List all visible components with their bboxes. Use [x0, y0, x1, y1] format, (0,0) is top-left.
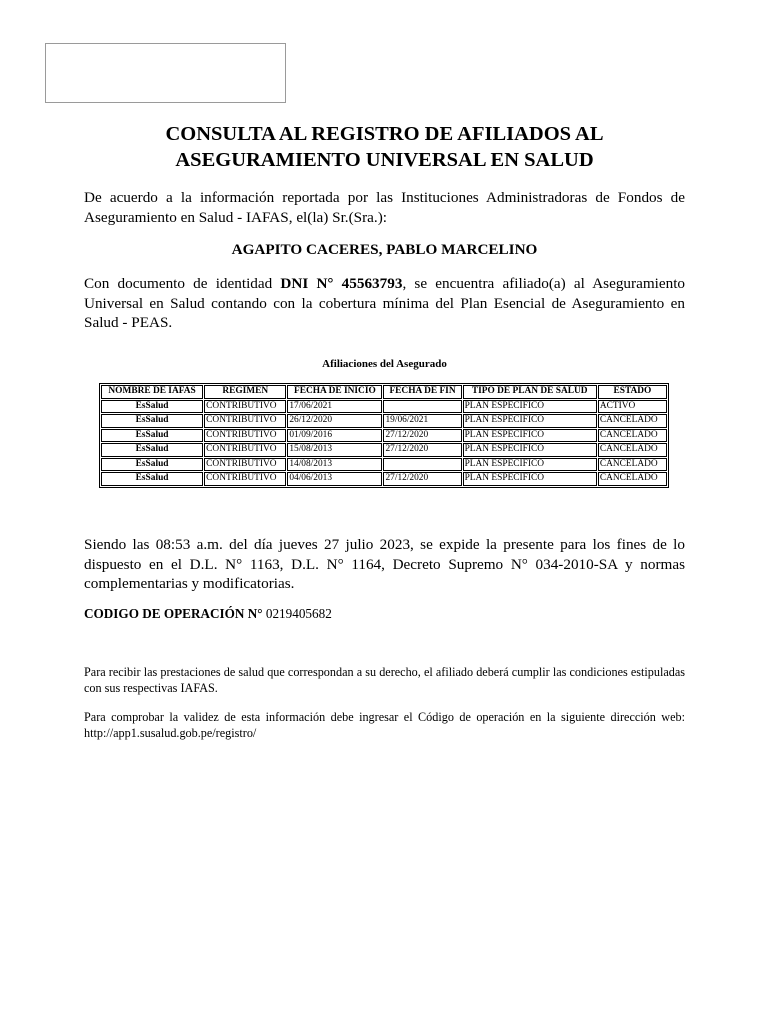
intro-paragraph: De acuerdo a la información reportada por las Instituciones Administradoras de Fondos de Aseguramiento en Salud - IAFAS, el(la) Sr.(Sra.):	[84, 189, 685, 226]
cell-plan-type: PLAN ESPECIFICO	[463, 472, 597, 486]
document-title	[84, 121, 685, 173]
cell-plan-type: PLAN ESPECIFICO	[463, 400, 597, 414]
issued-paragraph: Siendo las 08:53 a.m. del día jueves 27 julio 2023, se expide la presente para los fines de lo dispuesto en el D.L. N° 1163, D.L. N° 1164, Decreto Supremo N° 034-2010-SA y normas complementarias y modificatorias.	[84, 536, 685, 592]
cell-end-date	[383, 400, 461, 414]
cell-start-date: 14/08/2013	[287, 458, 382, 472]
cell-iafas: EsSalud	[101, 429, 203, 443]
cell-status: CANCELADO	[598, 472, 667, 486]
table-row	[101, 443, 667, 457]
cell-end-date: 27/12/2020	[383, 443, 461, 457]
cell-regimen: CONTRIBUTIVO	[204, 414, 286, 428]
cell-iafas: EsSalud	[101, 472, 203, 486]
table-row	[101, 472, 667, 486]
table-row	[101, 414, 667, 428]
cell-start-date: 17/06/2021	[287, 400, 382, 414]
cell-status: CANCELADO	[598, 443, 667, 457]
cell-status: CANCELADO	[598, 429, 667, 443]
cell-status: CANCELADO	[598, 414, 667, 428]
cell-start-date: 04/06/2013	[287, 472, 382, 486]
header-regimen: REGIMEN	[204, 385, 286, 399]
operation-code-label: CODIGO DE OPERACIÓN N°	[84, 606, 263, 621]
identity-document: DNI N° 45563793	[280, 275, 403, 292]
header-iafas: NOMBRE DE IAFAS	[101, 385, 203, 399]
cell-status: CANCELADO	[598, 458, 667, 472]
affiliate-name: AGAPITO CACERES, PABLO MARCELINO	[231, 241, 538, 258]
operation-code	[84, 605, 685, 622]
cell-end-date	[383, 458, 461, 472]
cell-start-date: 15/08/2013	[287, 443, 382, 457]
cell-iafas: EsSalud	[101, 400, 203, 414]
logo-placeholder	[45, 43, 286, 103]
cell-plan-type: PLAN ESPECIFICO	[463, 414, 597, 428]
cell-iafas: EsSalud	[101, 414, 203, 428]
cell-iafas: EsSalud	[101, 458, 203, 472]
header-status: ESTADO	[598, 385, 667, 399]
cell-regimen: CONTRIBUTIVO	[204, 400, 286, 414]
table-row	[101, 400, 667, 414]
cell-regimen: CONTRIBUTIVO	[204, 443, 286, 457]
cell-plan-type: PLAN ESPECIFICO	[463, 458, 597, 472]
header-end-date: FECHA DE FIN	[383, 385, 461, 399]
header-plan-type: TIPO DE PLAN DE SALUD	[463, 385, 597, 399]
operation-code-value: 0219405682	[265, 606, 332, 621]
note-validation: Para comprobar la validez de esta información debe ingresar el Código de operación en la siguiente dirección web: http://app1.susalud.gob.pe/registro/	[84, 710, 685, 740]
cell-plan-type: PLAN ESPECIFICO	[463, 443, 597, 457]
affiliations-table	[99, 383, 669, 488]
cell-plan-type: PLAN ESPECIFICO	[463, 429, 597, 443]
cell-regimen: CONTRIBUTIVO	[204, 458, 286, 472]
table-row	[101, 458, 667, 472]
identity-paragraph	[84, 274, 685, 333]
cell-end-date: 19/06/2021	[383, 414, 461, 428]
cell-regimen: CONTRIBUTIVO	[204, 429, 286, 443]
note-benefits: Para recibir las prestaciones de salud que correspondan a su derecho, el afiliado deberá cumplir las condiciones estipuladas con sus respectivas IAFAS.	[84, 665, 685, 695]
table-header-row	[101, 385, 667, 399]
cell-start-date: 01/09/2016	[287, 429, 382, 443]
title-line-1: CONSULTA AL REGISTRO DE AFILIADOS AL	[165, 123, 604, 145]
header-start-date: FECHA DE INICIO	[287, 385, 382, 399]
identity-suffix: , se encuentra afiliado(a) al Aseguramiento Universal en Salud contando con la cobertura mínima del Plan Esencial de Aseguramiento en Salud - PEAS.	[84, 275, 686, 331]
identity-prefix: Con documento de identidad	[84, 275, 273, 292]
cell-start-date: 26/12/2020	[287, 414, 382, 428]
cell-regimen: CONTRIBUTIVO	[204, 472, 286, 486]
table-caption: Afiliaciones del Asegurado	[322, 358, 447, 370]
cell-end-date: 27/12/2020	[383, 472, 461, 486]
title-line-2: ASEGURAMIENTO UNIVERSAL EN SALUD	[175, 149, 594, 171]
cell-status: ACTIVO	[598, 400, 667, 414]
cell-end-date: 27/12/2020	[383, 429, 461, 443]
table-row	[101, 429, 667, 443]
cell-iafas: EsSalud	[101, 443, 203, 457]
